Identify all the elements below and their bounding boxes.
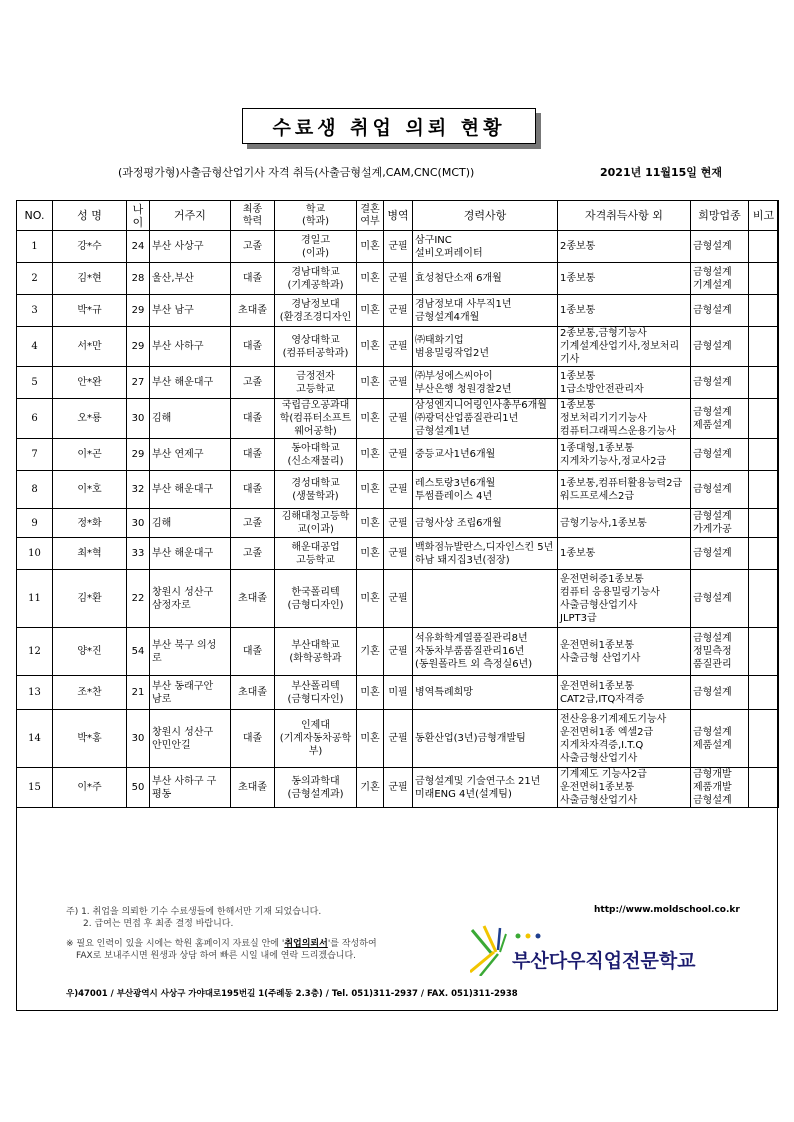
row-name: 강*수 [53,231,127,263]
row-married: 기혼 [357,628,384,676]
row-school: 인제대 (기계자동차공학 부) [275,710,357,768]
row-certs: 1종대형,1종보통 지게차기능사,정교사2급 [558,439,691,471]
row-address: 부산 동래구안 남로 [150,676,231,710]
header-age: 나이 [127,201,150,231]
row-name: 박*홍 [53,710,127,768]
row-married: 미혼 [357,263,384,295]
header-married: 결혼 여부 [357,201,384,231]
row-certs: 1종보통 1급소방안전관리자 [558,367,691,399]
table-row [17,295,779,327]
table-row [17,327,779,367]
note-line-1: 주) 1. 취업을 의뢰한 기수 수료생들에 한해서만 기재 되었습니다. [66,907,322,917]
row-address: 울산,부산 [150,263,231,295]
header-education: 최종 학력 [231,201,275,231]
row-remark [749,570,779,628]
row-name: 이*곤 [53,439,127,471]
row-no: 10 [17,538,53,570]
row-career: 삼구INC 설비오퍼레이터 [413,231,558,263]
row-address: 김해 [150,399,231,439]
row-desired: 금형설계 [691,439,749,471]
row-school: 경성대학교 (생물학과) [275,471,357,509]
row-desired: 금형설계 정밀측정 품질관리 [691,628,749,676]
row-certs: 운전면허증1종보통 컴퓨터 응용밀링기능사 사출금형산업기사 JLPT3급 [558,570,691,628]
row-education: 대졸 [231,628,275,676]
row-school: 금정전자 고등학교 [275,367,357,399]
row-military: 군필 [384,439,413,471]
row-education: 초대졸 [231,295,275,327]
row-desired: 금형설계 기계설계 [691,263,749,295]
row-name: 정*화 [53,509,127,538]
row-military: 군필 [384,570,413,628]
row-no: 8 [17,471,53,509]
row-military: 군필 [384,263,413,295]
row-age: 28 [127,263,150,295]
row-remark [749,710,779,768]
row-married: 미혼 [357,231,384,263]
row-remark [749,628,779,676]
row-certs: 금형기능사,1종보통 [558,509,691,538]
row-married: 미혼 [357,327,384,367]
note-line-4: FAX로 보내주시면 원생과 상담 하여 빠른 시일 내에 연락 드리겠습니다. [76,951,357,961]
row-military: 군필 [384,628,413,676]
row-remark [749,538,779,570]
row-certs: 1종보통 [558,295,691,327]
row-career [413,570,558,628]
row-career: 백화점뉴발란스,디자인스킨 5년 하남 돼지집3년(점장) [413,538,558,570]
row-desired: 금형설계 [691,471,749,509]
row-military: 군필 [384,231,413,263]
row-certs: 운전면허1종보통 CAT2급,ITQ자격증 [558,676,691,710]
table-row [17,768,779,808]
row-desired: 금형개발 제품개발 금형설계 [691,768,749,808]
row-age: 21 [127,676,150,710]
graduate-table [16,200,779,808]
row-age: 24 [127,231,150,263]
row-education: 초대졸 [231,676,275,710]
row-no: 5 [17,367,53,399]
row-career: 금형사상 조립6개월 [413,509,558,538]
table-header-row [17,201,779,231]
row-no: 1 [17,231,53,263]
row-married: 기혼 [357,768,384,808]
row-remark [749,399,779,439]
row-career: 중등교사1년6개월 [413,439,558,471]
row-education: 대졸 [231,399,275,439]
row-military: 군필 [384,295,413,327]
row-military: 군필 [384,710,413,768]
note-line-2: 2. 급여는 면접 후 최종 결정 바랍니다. [83,919,234,929]
row-no: 9 [17,509,53,538]
row-name: 이*주 [53,768,127,808]
row-remark [749,367,779,399]
row-school: 국립금오공과대 학(컴퓨터소프트 웨어공학) [275,399,357,439]
row-education: 고졸 [231,367,275,399]
table-row [17,570,779,628]
row-name: 조*찬 [53,676,127,710]
row-desired: 금형설계 [691,367,749,399]
header-desired: 희망업종 [691,201,749,231]
row-military: 군필 [384,538,413,570]
row-education: 대졸 [231,471,275,509]
row-desired: 금형설계 [691,538,749,570]
row-name: 양*진 [53,628,127,676]
row-school: 경남정보대 (환경조경디자인 [275,295,357,327]
row-address: 부산 해운대구 [150,471,231,509]
row-career: 삼성엔지니어링인사총무6개월 ㈜광덕산업품질관리1년 금형설계1년 [413,399,558,439]
row-military: 군필 [384,471,413,509]
row-age: 32 [127,471,150,509]
row-desired: 금형설계 제품설계 [691,710,749,768]
table-row [17,628,779,676]
row-remark [749,676,779,710]
row-career: 석유화학계열품질관리8년 자동차부품품질관리16년 (동원폴라트 외 측정실6년) [413,628,558,676]
header-address: 거주지 [150,201,231,231]
table-row [17,471,779,509]
row-certs: 1종보통 정보처리기기기능사 컴퓨터그래픽스운용기능사 [558,399,691,439]
row-remark [749,327,779,367]
address-footer: 우)47001 / 부산광역시 사상구 가야대로195번길 1(주례동 2.3층) / Tel. 051)311-2937 / FAX. 051)311-2938 [66,989,518,999]
row-no: 11 [17,570,53,628]
row-education: 고졸 [231,538,275,570]
row-school: 경일고 (이과) [275,231,357,263]
row-age: 22 [127,570,150,628]
row-desired: 금형설계 [691,231,749,263]
row-no: 7 [17,439,53,471]
row-married: 미혼 [357,471,384,509]
row-address: 부산 해운대구 [150,538,231,570]
row-name: 오*룡 [53,399,127,439]
title-box [242,108,536,144]
row-name: 최*혁 [53,538,127,570]
row-remark [749,471,779,509]
row-remark [749,295,779,327]
row-remark [749,263,779,295]
row-address: 부산 사하구 [150,327,231,367]
row-education: 초대졸 [231,768,275,808]
subtitle: (과정평가형)사출금형산업기사 자격 취득(사출금형설계,CAM,CNC(MCT)) [118,166,475,179]
header-career: 경력사항 [413,201,558,231]
row-military: 군필 [384,327,413,367]
row-school: 부산폴리텍 (금형디자인) [275,676,357,710]
row-no: 14 [17,710,53,768]
row-name: 김*환 [53,570,127,628]
row-school: 경남대학교 (기계공학과) [275,263,357,295]
row-age: 54 [127,628,150,676]
row-name: 이*호 [53,471,127,509]
row-school: 동의과학대 (금형설계과) [275,768,357,808]
website-url[interactable]: http://www.moldschool.co.kr [594,905,740,915]
row-no: 13 [17,676,53,710]
row-certs: 1종보통 [558,263,691,295]
row-military: 군필 [384,509,413,538]
row-career: ㈜부성에스씨아이 부산은행 청원경찰2년 [413,367,558,399]
row-military: 미필 [384,676,413,710]
header-no: NO. [17,201,53,231]
row-education: 고졸 [231,509,275,538]
row-school: 부산대학교 (화학공학과 [275,628,357,676]
report-date: 2021년 11월15일 현재 [600,166,723,179]
row-address: 부산 북구 의성 로 [150,628,231,676]
row-school: 김해대청고등학 교(이과) [275,509,357,538]
row-career: 경남정보대 사무직1년 금형설계4개월 [413,295,558,327]
row-no: 3 [17,295,53,327]
row-address: 부산 연제구 [150,439,231,471]
header-certs: 자격취득사항 외 [558,201,691,231]
row-school: 한국폴리텍 (금형디자인) [275,570,357,628]
row-career: 동환산업(3년)금형개발팀 [413,710,558,768]
notes-block [66,906,321,930]
row-school: 영상대학교 (컴퓨터공학과) [275,327,357,367]
row-address: 부산 남구 [150,295,231,327]
row-address: 부산 사상구 [150,231,231,263]
table-row [17,676,779,710]
table-row [17,509,779,538]
row-no: 12 [17,628,53,676]
row-remark [749,231,779,263]
request-form-name: 취업의뢰서 [284,939,328,949]
table-row [17,367,779,399]
row-desired: 금형설계 [691,295,749,327]
row-education: 고졸 [231,231,275,263]
row-certs: 기계제도 기능사2급 운전면허1종보통 사출금형산업기사 [558,768,691,808]
row-career: 금형설계및 기술연구소 21년 미래ENG 4년(설계팀) [413,768,558,808]
row-certs: 운전면허1종보통 사출금형 산업기사 [558,628,691,676]
row-certs: 2종보통 [558,231,691,263]
row-age: 29 [127,295,150,327]
header-remarks: 비고 [749,201,779,231]
row-age: 50 [127,768,150,808]
row-military: 군필 [384,768,413,808]
row-address: 창원시 성산구 안민안길 [150,710,231,768]
row-desired: 금형설계 [691,676,749,710]
table-row [17,263,779,295]
row-education: 대졸 [231,263,275,295]
row-desired: 금형설계 [691,327,749,367]
row-education: 초대졸 [231,570,275,628]
row-age: 27 [127,367,150,399]
row-name: 서*만 [53,327,127,367]
school-name: 부산다우직업전문학교 [512,950,696,972]
row-age: 30 [127,509,150,538]
row-age: 33 [127,538,150,570]
row-education: 대졸 [231,710,275,768]
row-career: 병역특례희망 [413,676,558,710]
header-name: 성 명 [53,201,127,231]
page-title: 수료생 취업 의뢰 현황 [272,116,506,139]
table-row [17,710,779,768]
row-education: 대졸 [231,327,275,367]
row-no: 2 [17,263,53,295]
row-age: 29 [127,327,150,367]
row-certs: 2종보통,금형기능사 기계설계산업기사,정보처리기사 [558,327,691,367]
table-row [17,538,779,570]
row-military: 군필 [384,367,413,399]
row-career: 레스토랑3년6개월 투썸플레이스 4년 [413,471,558,509]
row-address: 김해 [150,509,231,538]
row-married: 미혼 [357,439,384,471]
row-married: 미혼 [357,399,384,439]
row-age: 30 [127,710,150,768]
row-married: 미혼 [357,295,384,327]
row-name: 김*현 [53,263,127,295]
row-married: 미혼 [357,367,384,399]
note-line-3: ※ 필요 인력이 있을 시에는 학원 홈페이지 자료실 안에 '취업의뢰서'를 작성하여 [66,939,377,949]
row-married: 미혼 [357,570,384,628]
row-education: 대졸 [231,439,275,471]
row-no: 4 [17,327,53,367]
row-career: 효성첨단소재 6개월 [413,263,558,295]
row-certs: 1종보통 [558,538,691,570]
row-no: 15 [17,768,53,808]
row-no: 6 [17,399,53,439]
row-remark [749,439,779,471]
row-name: 박*규 [53,295,127,327]
notes-block-2 [66,938,377,962]
row-career: ㈜태화기업 범용밀링작업2년 [413,327,558,367]
header-school: 학교 (학과) [275,201,357,231]
row-desired: 금형설계 [691,570,749,628]
row-military: 군필 [384,399,413,439]
row-age: 29 [127,439,150,471]
header-military: 병역 [384,201,413,231]
row-married: 미혼 [357,509,384,538]
row-remark [749,509,779,538]
table-row [17,439,779,471]
row-remark [749,768,779,808]
row-name: 안*완 [53,367,127,399]
row-certs: 1종보통,컴퓨터활용능력2급 워드프로세스2급 [558,471,691,509]
table-row [17,399,779,439]
row-married: 미혼 [357,538,384,570]
row-age: 30 [127,399,150,439]
row-married: 미혼 [357,676,384,710]
row-desired: 금형설계 가게가공 [691,509,749,538]
row-certs: 전산응용기계제도기능사 운전면허1종 엑셀2급 지게차자격증,I.T.Q 사출금형산업기사 [558,710,691,768]
row-school: 동아대학교 (신소재물리) [275,439,357,471]
table-row [17,231,779,263]
row-address: 창원시 성산구 삼정자로 [150,570,231,628]
row-address: 부산 해운대구 [150,367,231,399]
row-school: 해운대공업 고등학교 [275,538,357,570]
row-desired: 금형설계 제품설계 [691,399,749,439]
row-address: 부산 사하구 구 평동 [150,768,231,808]
row-married: 미혼 [357,710,384,768]
